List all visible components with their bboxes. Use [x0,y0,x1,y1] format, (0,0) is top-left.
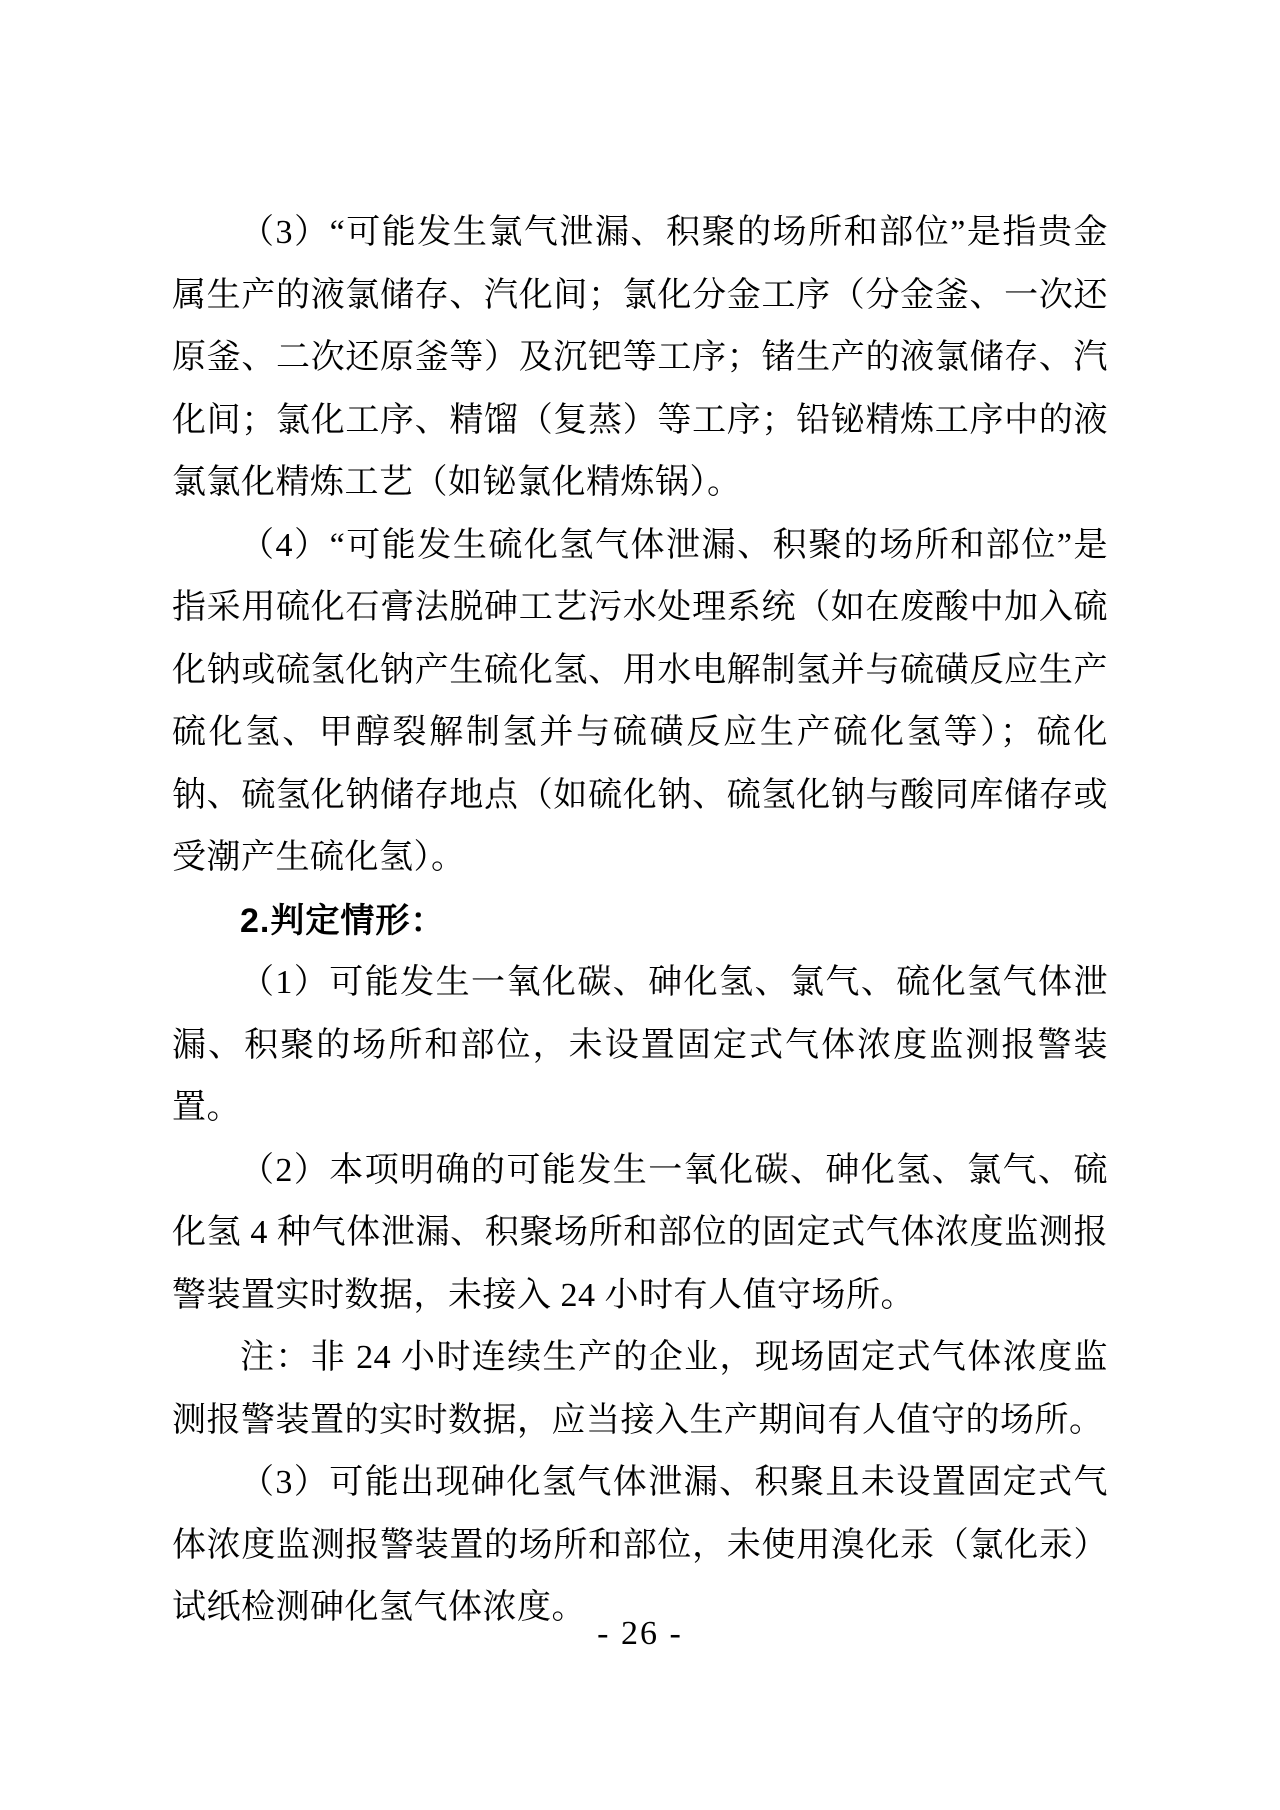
text-block [172,202,1108,1640]
page-number: - 26 - [597,1615,683,1652]
paragraph-definition-chlorine: （3）“可能发生氯气泄漏、积聚的场所和部位”是指贵金属生产的液氯储存、汽化间；氯化分金工序（分金釜、一次还原釜、二次还原釜等）及沉钯等工序；锗生产的液氯储存、汽化间；氯化工序、精馏（复蒸）等工序；铅铋精炼工序中的液氯氯化精炼工艺（如铋氯化精炼锅）。 [172,214,1108,501]
section-heading-judgement-cases: 2.判定情形： [240,901,446,940]
paragraph-judgement-item-2: （2）本项明确的可能发生一氧化碳、砷化氢、氯气、硫化氢 4 种气体泄漏、积聚场所和部位的固定式气体浓度监测报警装置实时数据，未接入 24 小时有人值守场所。 [172,1151,1108,1314]
paragraph-judgement-item-1: （1）可能发生一氧化碳、砷化氢、氯气、硫化氢气体泄漏、积聚的场所和部位，未设置固定式气体浓度监测报警装置。 [172,964,1108,1126]
paragraph-definition-hydrogen-sulfide: （4）“可能发生硫化氢气体泄漏、积聚的场所和部位”是指采用硫化石膏法脱砷工艺污水处理系统（如在废酸中加入硫化钠或硫氢化钠产生硫化氢、用水电解制氢并与硫磺反应生产硫化氢、甲醇裂解制氢并与硫磺反应生产硫化氢等）；硫化钠、硫氢化钠储存地点（如硫化钠、硫氢化钠与酸同库储存或受潮产生硫化氢）。 [172,526,1108,876]
paragraph-note: 注：非 24 小时连续生产的企业，现场固定式气体浓度监测报警装置的实时数据，应当接入生产期间有人值守的场所。 [172,1339,1108,1439]
paragraph-judgement-item-3: （3）可能出现砷化氢气体泄漏、积聚且未设置固定式气体浓度监测报警装置的场所和部位，未使用溴化汞（氯化汞）试纸检测砷化氢气体浓度。 [172,1464,1108,1626]
